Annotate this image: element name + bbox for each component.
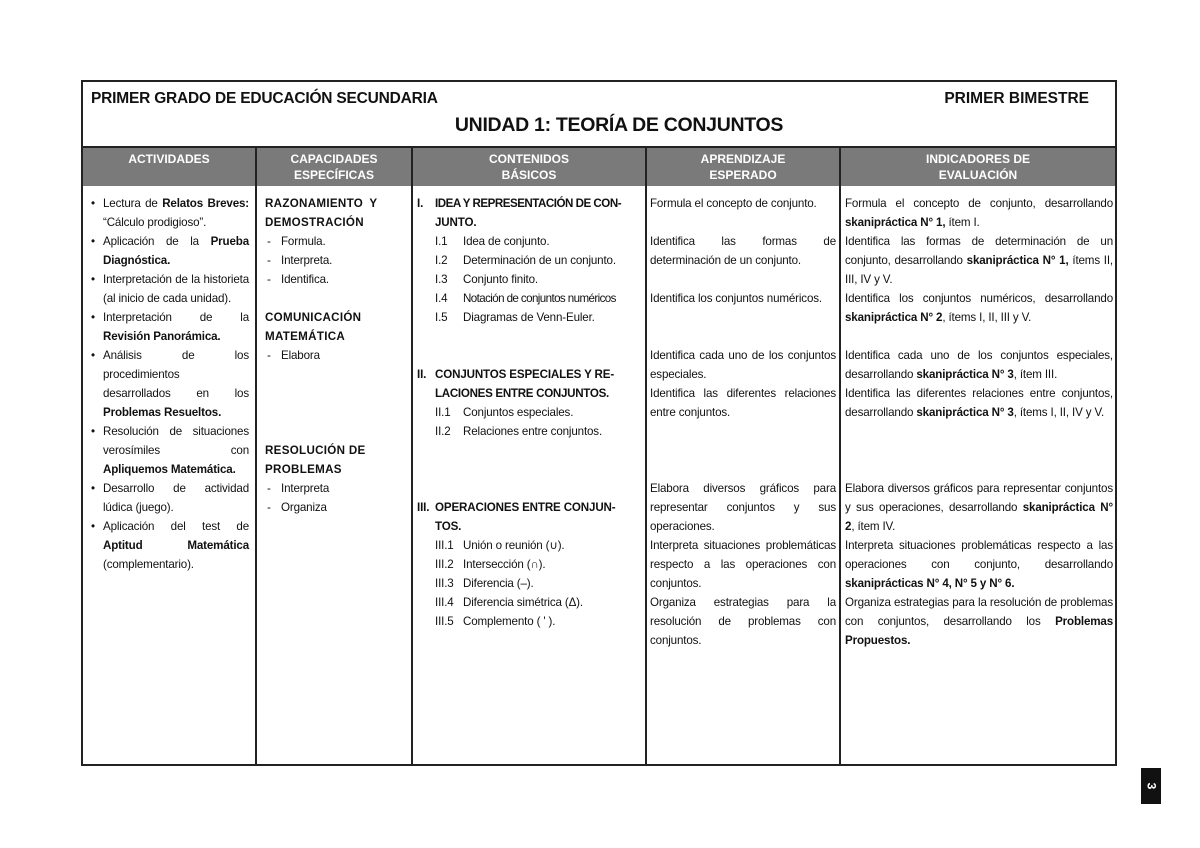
item-text: Determinación de un conjunto. [463, 254, 616, 267]
table-header [83, 82, 1115, 148]
contenido-item [417, 612, 643, 631]
list-item: • Análisis de los procedimientos desarrollados en los Problemas Resueltos. [89, 346, 249, 422]
section-number: I. [417, 197, 424, 210]
indicador-item: Identifica las diferentes relaciones entre conjuntos, desarrollando skanipráctica N° 3, ítems I, II, IV y V. [845, 387, 1113, 419]
capacidad-item: - Interpreta. [265, 251, 405, 270]
contenido-section-title [417, 498, 643, 517]
item-text: Diagramas de Venn-Euler. [463, 311, 595, 324]
col-header-indicadores [841, 148, 1115, 186]
item-text: Conjunto finito. [463, 273, 538, 286]
column-divider [839, 148, 841, 764]
indicador-item: Elabora diversos gráficos para representar conjuntos y sus operaciones, desarrollando skanipráctica N° 2, ítem IV. [845, 482, 1113, 533]
contenido-item [417, 251, 643, 270]
item-text: Complemento ( ' ). [463, 615, 556, 628]
list-item: • Aplicación de la Prueba Diagnóstica. [89, 232, 249, 270]
aprendizaje-item: Identifica los conjuntos numéricos. [650, 292, 822, 305]
indicador-item: Identifica las formas de determinación de un conjunto, desarrollando skanipráctica N° 1, ítems II, III, IV y V. [845, 235, 1113, 286]
contenido-item [417, 270, 643, 289]
indicador-item: Organiza estrategias para la resolución de problemas con conjuntos, desarrollando los Problemas Propuestos. [845, 596, 1113, 647]
contenido-item [417, 593, 643, 612]
col-header-aprendizaje [647, 148, 839, 186]
item-number: II.1 [435, 406, 451, 419]
contenidos-column [417, 194, 643, 631]
period-label: PRIMER BIMESTRE [944, 90, 1089, 107]
capacidades-column [265, 194, 405, 517]
contenido-section-title [417, 365, 643, 384]
capacidad-item: - Interpreta [265, 479, 405, 498]
section-number: III. [417, 501, 430, 514]
section-title-line: LACIONES ENTRE CONJUNTOS. [435, 387, 609, 400]
col-header-line2: EVALUACIÓN [938, 168, 1018, 182]
item-text: Idea de conjunto. [463, 235, 550, 248]
contenido-item [417, 232, 643, 251]
capacidad-title: COMUNICACIÓN [265, 311, 362, 324]
col-header-line1: ACTIVIDADES [128, 152, 210, 166]
item-number: III.3 [435, 577, 454, 590]
capacidad-title: PROBLEMAS [265, 463, 342, 476]
item-text: Conjuntos especiales. [463, 406, 574, 419]
capacidad-title: DEMOSTRACIÓN [265, 216, 364, 229]
curriculum-table [81, 80, 1117, 766]
item-number: I.4 [435, 292, 448, 305]
contenido-item [417, 536, 643, 555]
item-number: I.1 [435, 235, 448, 248]
col-header-line2: ESPERADO [709, 168, 777, 182]
item-number: III.4 [435, 596, 454, 609]
contenido-item [417, 574, 643, 593]
item-text: Relaciones entre conjuntos. [463, 425, 603, 438]
item-text: Diferencia simétrica (Δ). [463, 596, 583, 609]
col-header-capacidades [257, 148, 411, 186]
indicador-item: Interpreta situaciones problemáticas respecto a las operaciones con conjunto, desarrollando skaniprácticas N° 4, N° 5 y N° 6. [845, 539, 1113, 590]
indicador-item: Formula el concepto de conjunto, desarrollando skanipráctica N° 1, ítem I. [845, 197, 1113, 229]
item-number: III.1 [435, 539, 454, 552]
col-header-contenidos [413, 148, 645, 186]
section-title-line: JUNTO. [435, 216, 477, 229]
aprendizaje-item: Identifica las formas de determinación de un conjunto. [650, 235, 836, 267]
section-title-line: CONJUNTOS ESPECIALES Y RE- [435, 368, 615, 381]
section-number: II. [417, 368, 427, 381]
item-number: I.3 [435, 273, 448, 286]
list-item: • Interpretación de la historieta (al inicio de cada unidad). [89, 270, 249, 308]
contenido-item [417, 308, 643, 327]
contenido-item [417, 422, 643, 441]
capacidad-title: RESOLUCIÓN DE [265, 444, 366, 457]
item-number: I.5 [435, 311, 448, 324]
aprendizaje-item: Organiza estrategias para la resolución de problemas con conjuntos. [650, 596, 836, 647]
aprendizaje-item: Formula el concepto de conjunto. [650, 197, 817, 210]
page-number: 3 [1144, 782, 1158, 790]
indicadores-column [845, 194, 1113, 650]
column-divider [411, 148, 413, 764]
item-text: Intersección (∩). [463, 558, 546, 571]
item-number: III.5 [435, 615, 454, 628]
column-divider [645, 148, 647, 764]
col-header-line1: CONTENIDOS [488, 152, 569, 166]
capacidad-title: MATEMÁTICA [265, 330, 346, 343]
contenido-item [417, 403, 643, 422]
indicador-item: Identifica cada uno de los conjuntos especiales, desarrollando skanipráctica N° 3, ítem III. [845, 349, 1113, 381]
capacidad-title: RAZONAMIENTO Y [265, 197, 378, 210]
unit-title: UNIDAD 1: TEORÍA DE CONJUNTOS [454, 114, 784, 136]
col-header-actividades [83, 148, 255, 186]
capacidad-item: - Organiza [265, 498, 405, 517]
item-text: Notación de conjuntos numéricos [463, 292, 616, 305]
contenido-section-title [417, 194, 643, 213]
item-text: Unión o reunión (∪). [463, 539, 565, 552]
item-number: II.2 [435, 425, 451, 438]
contenido-item [417, 555, 643, 574]
list-item: • Interpretación de la Revisión Panorámica. [89, 308, 249, 346]
column-divider [255, 148, 257, 764]
contenido-item [417, 289, 643, 308]
aprendizaje-item: Elabora diversos gráficos para representar conjuntos y sus operaciones. [650, 482, 836, 533]
contenido-section-title-cont [417, 517, 643, 536]
actividades-list [89, 194, 249, 574]
contenido-section-title-cont [417, 213, 643, 232]
list-item: • Resolución de situaciones verosímiles con Apliquemos Matemática. [89, 422, 249, 479]
section-title-line: OPERACIONES ENTRE CONJUN- [435, 501, 616, 514]
col-header-line2: BÁSICOS [501, 168, 557, 182]
section-title-line: TOS. [435, 520, 462, 533]
list-item: • Desarrollo de actividad lúdica (juego). [89, 479, 249, 517]
grade-label: PRIMER GRADO DE EDUCACIÓN SECUNDARIA [91, 90, 438, 107]
col-header-line1: APRENDIZAJE [700, 152, 786, 166]
aprendizaje-item: Identifica cada uno de los conjuntos especiales. [650, 349, 836, 381]
capacidad-item: - Elabora [265, 346, 405, 365]
aprendizaje-item: Interpreta situaciones problemáticas respecto a las operaciones con conjuntos. [650, 539, 836, 590]
section-title-line: IDEA Y REPRESENTACIÓN DE CON- [435, 197, 622, 210]
capacidad-item: - Formula. [265, 232, 405, 251]
item-number: III.2 [435, 558, 454, 571]
list-item: • Aplicación del test de Aptitud Matemática (complementario). [89, 517, 249, 574]
page-number-tab [1141, 768, 1161, 804]
col-header-line1: INDICADORES DE [925, 152, 1030, 166]
aprendizaje-item: Identifica las diferentes relaciones entre conjuntos. [650, 387, 836, 419]
aprendizaje-column [650, 194, 836, 650]
indicador-item: Identifica los conjuntos numéricos, desarrollando skanipráctica N° 2, ítems I, II, III y V. [845, 292, 1113, 324]
list-item: • Lectura de Relatos Breves: “Cálculo prodigioso”. [89, 194, 249, 232]
col-header-line2: ESPECÍFICAS [293, 168, 374, 182]
capacidad-item: - Identifica. [265, 270, 405, 289]
item-text: Diferencia (–). [463, 577, 534, 590]
item-number: I.2 [435, 254, 448, 267]
contenido-section-title-cont [417, 384, 643, 403]
col-header-line1: CAPACIDADES [290, 152, 378, 166]
actividades-column [89, 194, 249, 574]
